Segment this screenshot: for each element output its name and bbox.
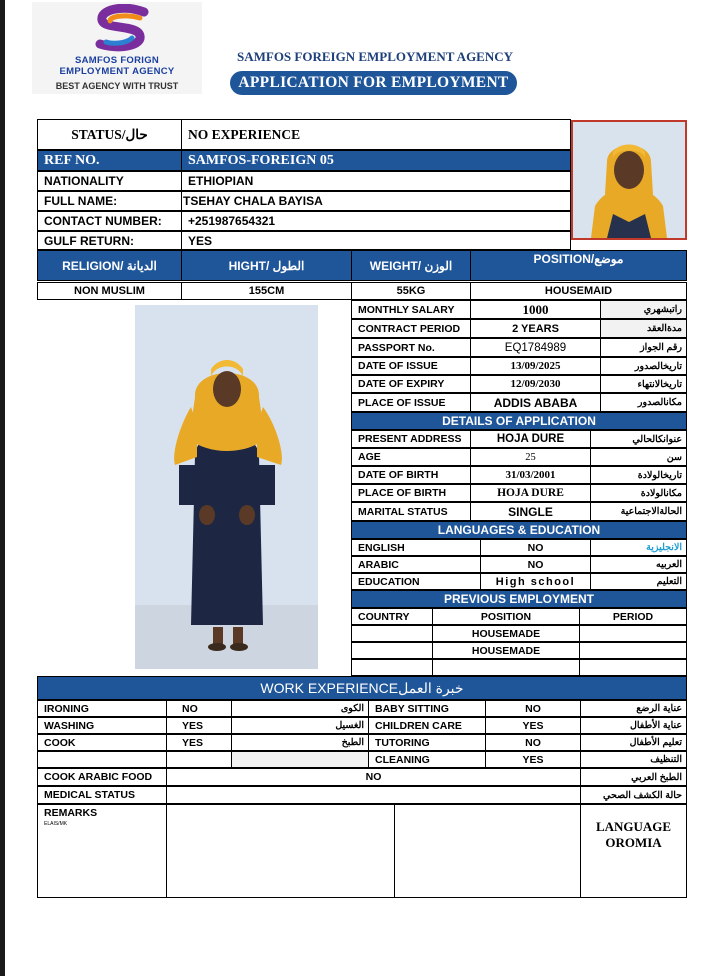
marital-arabic: الحالةالاجتماعية [590, 502, 687, 521]
dob-arabic: تاريخالولادة [590, 466, 687, 484]
expiry-label: DATE OF EXPIRY [351, 375, 471, 393]
education-value: High school [480, 573, 591, 590]
dob-label: DATE OF BIRTH [351, 466, 471, 484]
prev-row-3-period [579, 659, 687, 676]
arabic-food-label: COOK ARABIC FOOD [37, 768, 167, 786]
prev-row-1-period [579, 625, 687, 642]
address-value: HOJA DURE [470, 430, 591, 448]
fullname-value: TSEHAY CHALA BAYISA [181, 191, 571, 211]
arabic-food-value: NO [166, 768, 581, 786]
washing-label: WASHING [37, 717, 167, 734]
remarks-blank-1 [166, 804, 395, 898]
language-label: LANGUAGE [595, 819, 672, 834]
salary-value: 1000 [470, 300, 601, 319]
gulf-value: YES [181, 231, 571, 250]
cook-label: COOK [37, 734, 167, 751]
left-edge-bar [0, 0, 5, 976]
tutoring-value: NO [485, 734, 581, 751]
prev-row-3-country [351, 659, 433, 676]
marital-value: SINGLE [470, 502, 591, 521]
education-arabic: التعليم [590, 573, 687, 590]
status-value: NO EXPERIENCE [181, 119, 571, 150]
cook-value: YES [166, 734, 232, 751]
medical-arabic: حالة الكشف الصحي [580, 786, 687, 804]
full-body-photo [135, 305, 318, 669]
childcare-label: CHILDREN CARE [368, 717, 486, 734]
dob-value: 31/03/2001 [470, 466, 591, 484]
english-value: NO [480, 539, 591, 556]
contract-label: CONTRACT PERIOD [351, 319, 471, 338]
col-period: PERIOD [579, 608, 687, 625]
position-header: POSITION/موضع [470, 250, 687, 281]
age-label: AGE [351, 448, 471, 466]
ref-value: SAMFOS-FOREIGN 05 [181, 150, 571, 171]
weight-value: 55KG [351, 282, 471, 300]
babysit-label: BABY SITTING [368, 700, 486, 717]
weight-header: WEIGHT/ الوزن [351, 250, 471, 281]
marital-label: MARITAL STATUS [351, 502, 471, 521]
place-issue-value: ADDIS ABABA [470, 393, 601, 412]
contract-value: 2 YEARS [470, 319, 601, 338]
salary-arabic: راتبشهري [600, 300, 687, 319]
prev-row-2-position: HOUSEMADE [432, 642, 580, 659]
fullname-label: FULL NAME: [37, 191, 182, 211]
age-arabic: سن [590, 448, 687, 466]
ironing-value: NO [166, 700, 232, 717]
logo-s-mark-icon [82, 4, 162, 52]
pob-value: HOJA DURE [470, 484, 591, 502]
agency-name: SAMFOS FOREIGN EMPLOYMENT AGENCY [236, 49, 514, 64]
passport-label: PASSPORT No. [351, 338, 471, 357]
position-value: HOUSEMAID [470, 282, 687, 300]
remarks-cell [37, 804, 167, 898]
place-issue-label: PLACE OF ISSUE [351, 393, 471, 412]
application-section-title: DETAILS OF APPLICATION [351, 412, 687, 430]
babysit-value: NO [485, 700, 581, 717]
cleaning-label: CLEANING [368, 751, 486, 768]
remarks-blank-2 [394, 804, 581, 898]
remarks-label: REMARKS [44, 807, 98, 819]
prev-row-1-country [351, 625, 433, 642]
work-experience-title: WORK EXPERIENCEخبرة العمل [37, 676, 687, 700]
portrait-photo [571, 120, 687, 240]
pob-label: PLACE OF BIRTH [351, 484, 471, 502]
height-value: 155CM [181, 282, 352, 300]
prev-row-2-country [351, 642, 433, 659]
portrait-person-icon [573, 122, 685, 238]
language-cell [580, 804, 687, 898]
remarks-sub: ELAIS/MK [44, 821, 68, 827]
tutoring-arabic: تعليم الأطفال [580, 734, 687, 751]
height-header: HIGHT/ الطول [181, 250, 352, 281]
status-label: STATUS/حال [37, 119, 182, 150]
logo-line-2: EMPLOYMENT AGENCY [59, 66, 175, 77]
cook-arabic: الطبخ [231, 734, 369, 751]
form-title: APPLICATION FOR EMPLOYMENT [230, 71, 517, 95]
cleaning-value: YES [485, 751, 581, 768]
gulf-label: GULF RETURN: [37, 231, 182, 250]
nationality-value: ETHIOPIAN [181, 171, 571, 191]
empty-cell-c [231, 751, 369, 768]
prev-row-2-period [579, 642, 687, 659]
contact-label: CONTACT NUMBER: [37, 211, 182, 231]
logo-tagline: BEST AGENCY WITH TRUST [55, 81, 179, 91]
prev-row-3-position [432, 659, 580, 676]
address-arabic: عنوانكالحالي [590, 430, 687, 448]
issue-arabic: تاريخالصدور [600, 357, 687, 375]
medical-value [166, 786, 581, 804]
full-body-person-icon [135, 305, 318, 669]
issue-label: DATE OF ISSUE [351, 357, 471, 375]
expiry-value: 12/09/2030 [470, 375, 601, 393]
tutoring-label: TUTORING [368, 734, 486, 751]
empty-cell-b [166, 751, 232, 768]
cleaning-arabic: التنظيف [580, 751, 687, 768]
prev-row-1-position: HOUSEMADE [432, 625, 580, 642]
logo-line-1: SAMFOS FORIGN [74, 55, 160, 66]
english-arabic: الانجليزية [590, 539, 687, 556]
ref-label: REF NO. [37, 150, 182, 171]
nationality-label: NATIONALITY [37, 171, 182, 191]
arabic-arabic: العربيه [590, 556, 687, 573]
childcare-value: YES [485, 717, 581, 734]
washing-value: YES [166, 717, 232, 734]
passport-arabic: رقم الجواز [600, 338, 687, 357]
contract-arabic: مدةالعقد [600, 319, 687, 338]
issue-value: 13/09/2025 [470, 357, 601, 375]
religion-value: NON MUSLIM [37, 282, 182, 300]
passport-value: EQ1784989 [470, 338, 601, 357]
col-position: POSITION [432, 608, 580, 625]
empty-cell-a [37, 751, 167, 768]
contact-value: +251987654321 [181, 211, 571, 231]
arabic-value: NO [480, 556, 591, 573]
salary-label: MONTHLY SALARY [351, 300, 471, 319]
languages-section-title: LANGUAGES & EDUCATION [351, 521, 687, 539]
childcare-arabic: عناية الأطفال [580, 717, 687, 734]
address-label: PRESENT ADDRESS [351, 430, 471, 448]
ironing-label: IRONING [37, 700, 167, 717]
place-issue-arabic: مكانالصدور [600, 393, 687, 412]
language-value: OROMIA [605, 835, 662, 850]
arabic-food-arabic: الطبخ العربي [580, 768, 687, 786]
agency-logo [32, 2, 202, 94]
col-country: COUNTRY [351, 608, 433, 625]
religion-header: RELIGION/ الديانة [37, 250, 182, 281]
arabic-label: ARABIC [351, 556, 481, 573]
education-label: EDUCATION [351, 573, 481, 590]
age-value: 25 [470, 448, 591, 466]
english-label: ENGLISH [351, 539, 481, 556]
babysit-arabic: عناية الرضع [580, 700, 687, 717]
medical-label: MEDICAL STATUS [37, 786, 167, 804]
expiry-arabic: تاريخالانتهاء [600, 375, 687, 393]
ironing-arabic: الكوى [231, 700, 369, 717]
previous-section-title: PREVIOUS EMPLOYMENT [351, 590, 687, 608]
washing-arabic: الغسيل [231, 717, 369, 734]
pob-arabic: مكانالولادة [590, 484, 687, 502]
